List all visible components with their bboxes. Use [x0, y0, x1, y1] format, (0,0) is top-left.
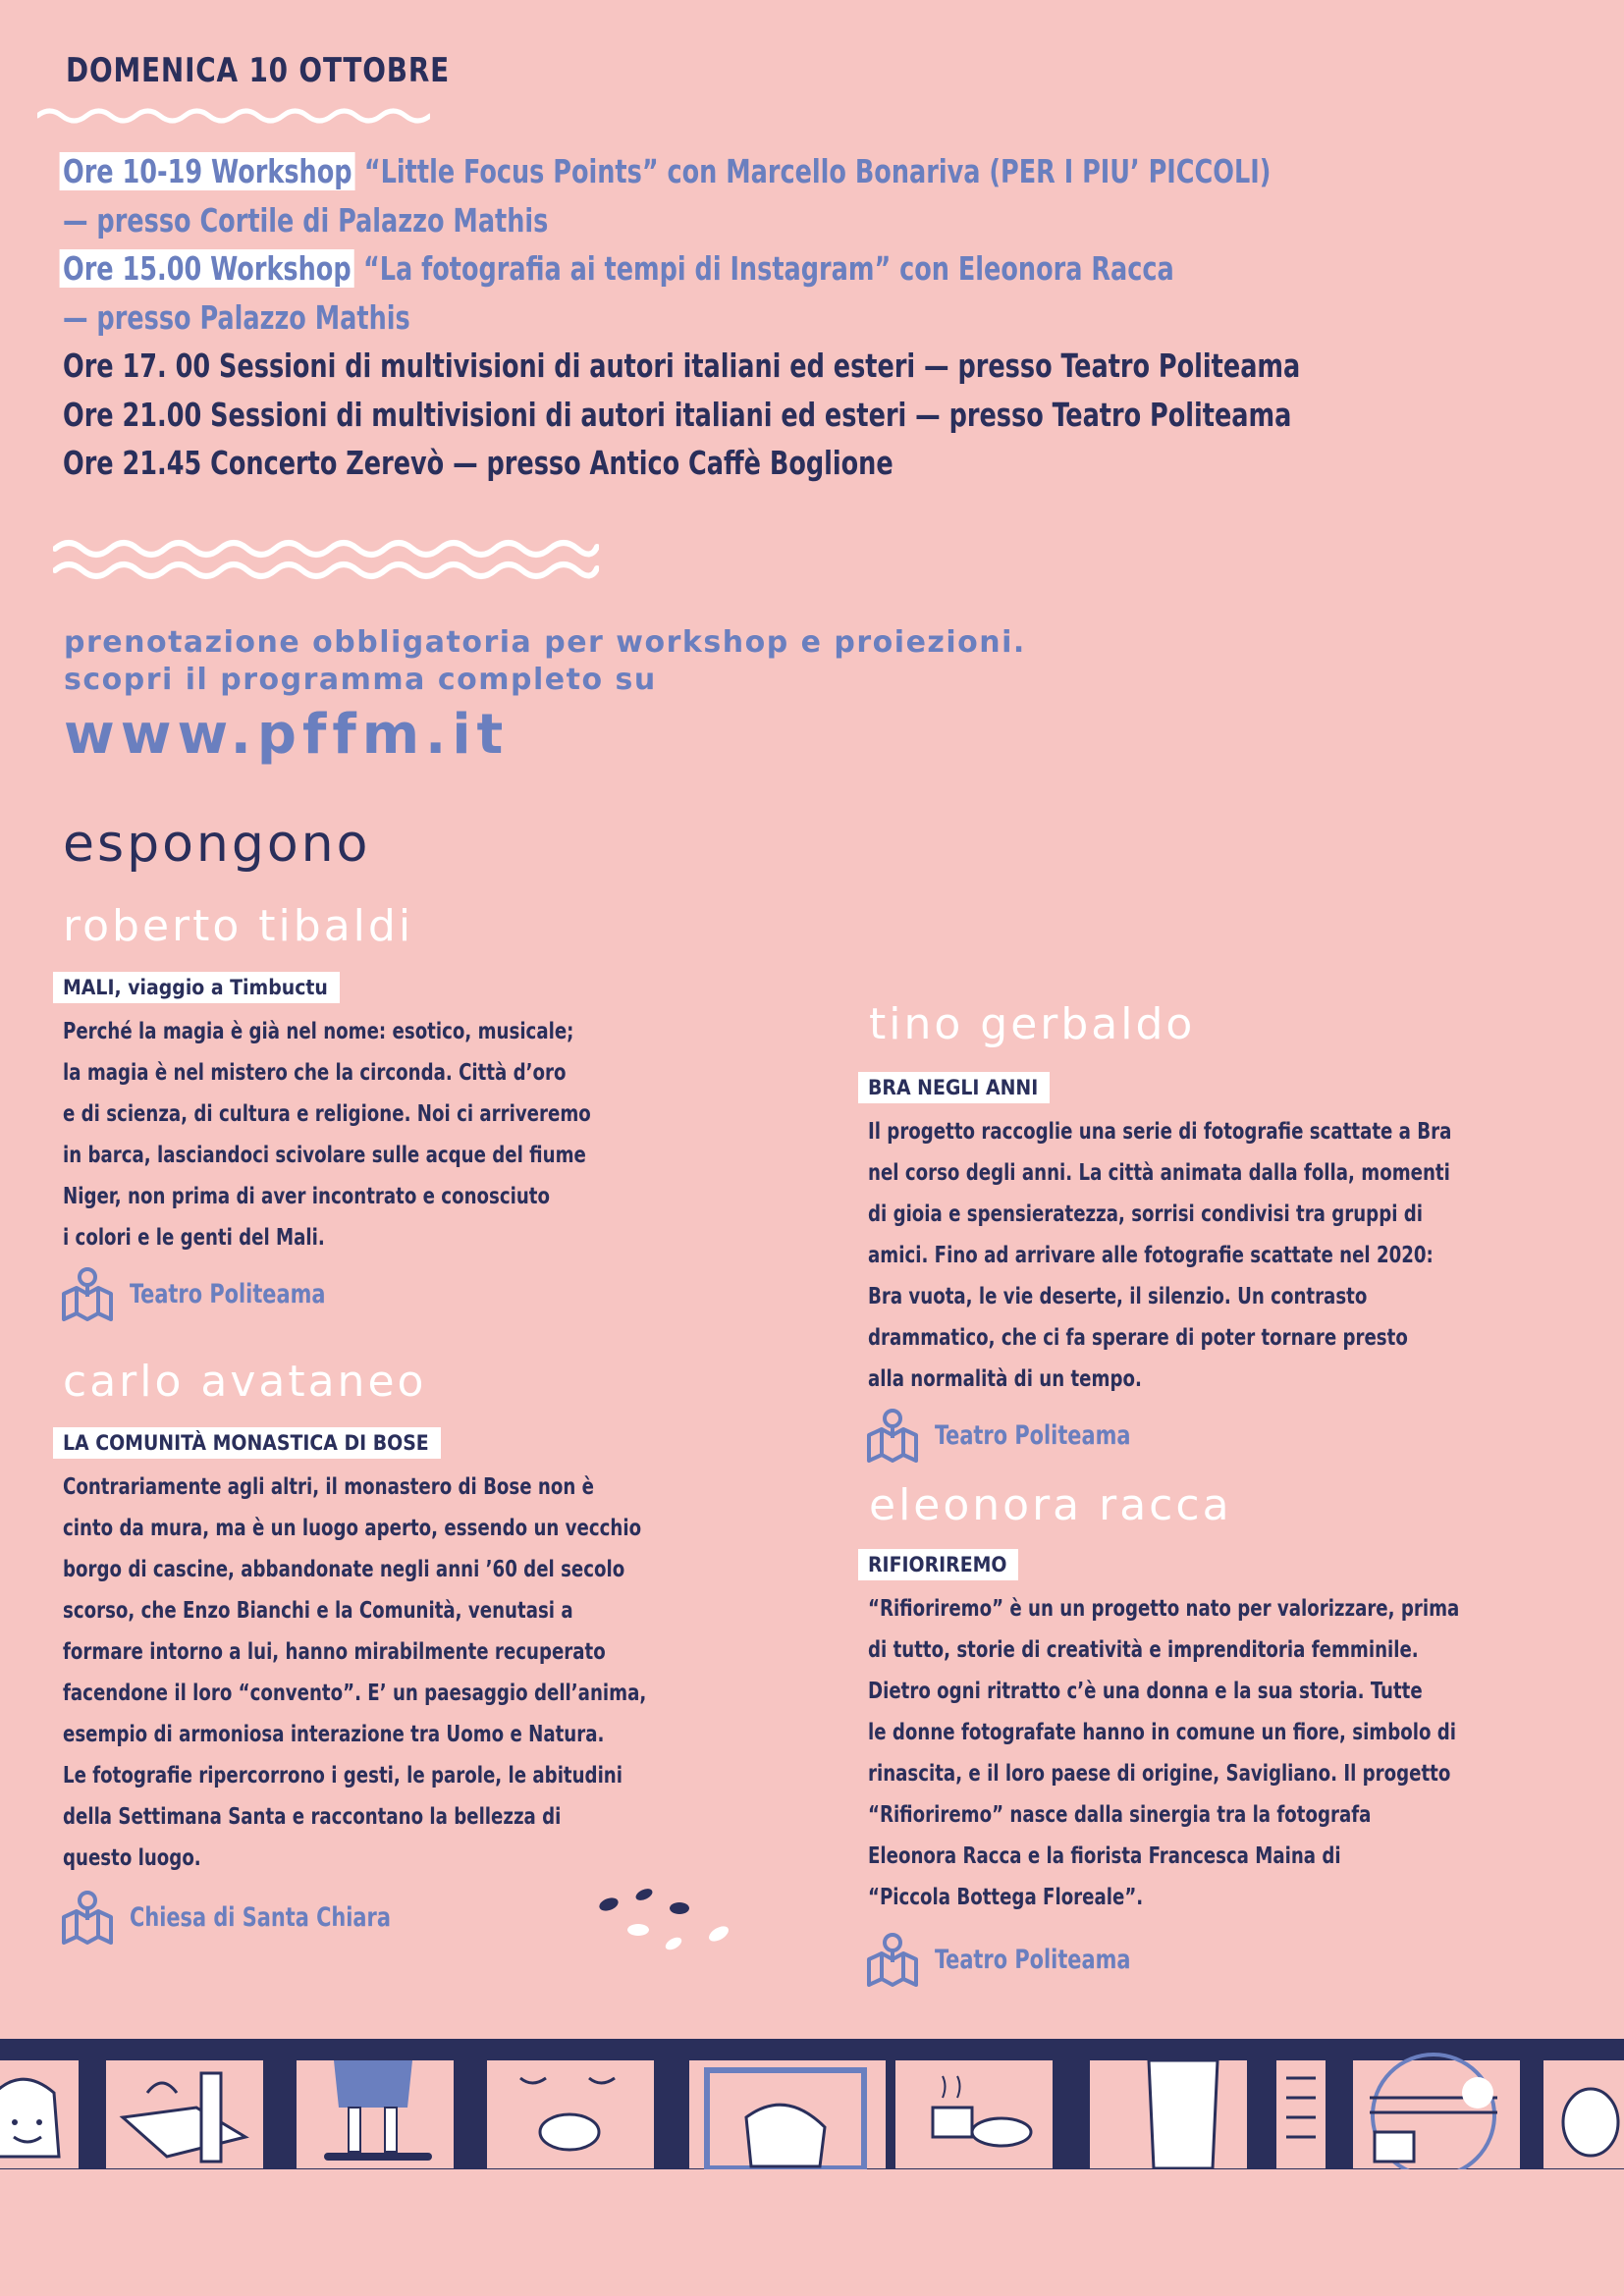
artist-name: tino gerbaldo	[869, 999, 1196, 1049]
map-pin-icon	[866, 1408, 919, 1463]
schedule-line: Ore 17. 00 Sessioni di multivisioni di autori italiani ed esteri — presso Teatro Politeama	[63, 347, 1301, 385]
venue-label: Teatro Politeama	[935, 1944, 1131, 1975]
schedule	[63, 147, 1575, 488]
venue	[866, 1408, 1163, 1463]
venue-label: Chiesa di Santa Chiara	[130, 1901, 391, 1933]
venue	[61, 1266, 357, 1321]
map-pin-icon	[61, 1266, 114, 1321]
project-title-box	[858, 1549, 1018, 1580]
illustration-frames	[0, 2039, 1624, 2169]
section-title: espongono	[63, 815, 371, 874]
project-title: LA COMUNITÀ MONASTICA DI BOSE	[53, 1427, 441, 1459]
wave-divider-middle	[53, 537, 599, 582]
map-pin-icon	[866, 1932, 919, 1987]
map-pin-icon	[61, 1890, 114, 1945]
project-description: Perché la magia è già nel nome: esotico, musicale; la magia è nel mistero che la circonda. Città d’oro e di scienza, di cultura e religione. Noi ci arriveremo in barca, lasciandoci scivolare sulle acque del fiume Niger, non prima di aver incontrato e conosciuto i colori e le genti del Mali.	[63, 1017, 591, 1251]
artist-name: roberto tibaldi	[63, 901, 414, 951]
day-title: DOMENICA 10 OTTOBRE	[66, 51, 451, 90]
wave-divider-top	[37, 106, 430, 126]
schedule-line: Ore 15.00 Workshop “La fotografia ai tempi di Instagram” con Eleonora Racca	[63, 244, 1363, 294]
venue-label: Teatro Politeama	[130, 1278, 326, 1309]
schedule-line: Ore 10-19 Workshop “Little Focus Points” con Marcello Bonariva (PER I PIU’ PICCOLI)	[63, 147, 1363, 196]
artist-name: eleonora racca	[869, 1480, 1232, 1530]
project-description: “Rifioriremo” è un un progetto nato per valorizzare, prima di tutto, storie di creatività e imprenditoria femminile. Dietro ogni ritratto c’è una donna e la sua storia. Tutte le donne fotografate hanno in comune un fiore, simbolo di rinascita, e il loro paese di origine, Savigliano. Il progetto “Rifioriremo” nasce dalla sinergia tra la fotografa Eleonora Racca e la fiorista Francesca Maina di “Piccola Bottega Floreale”.	[868, 1594, 1460, 1910]
booking-line-1: prenotazione obbligatoria per workshop e proiezioni.	[64, 625, 1026, 660]
schedule-line: — presso Cortile di Palazzo Mathis	[63, 200, 549, 240]
booking-note	[64, 624, 1026, 699]
website-link[interactable]: www.pffm.it	[64, 703, 510, 767]
project-title: MALI, viaggio a Timbuctu	[53, 972, 340, 1003]
venue-label: Teatro Politeama	[935, 1419, 1131, 1451]
artist-name: carlo avataneo	[63, 1357, 427, 1407]
project-description: Contrariamente agli altri, il monastero di Bose non è cinto da mura, ma è un luogo aperto, essendo un vecchio borgo di cascine, abbandonate negli anni ’60 del secolo scorso, che Enzo Bianchi e la Comunità, venutasi a formare intorno a lui, hanno mirabilmente recuperato facendone il loro “convento”. E’ un paesaggio dell’anima, esempio di armoniosa interazione tra Uomo e Natura. Le fotografie ripercorrono i gesti, le parole, le abitudini della Settimana Santa e raccontano la bellezza di questo luogo.	[63, 1472, 647, 1871]
project-title-box	[858, 1072, 1050, 1103]
booking-line-2: scopri il programma completo su	[64, 663, 657, 697]
schedule-line: Ore 21.45 Concerto Zerevò — presso Antico Caffè Boglione	[63, 444, 893, 482]
venue	[866, 1932, 1163, 1987]
project-description: Il progetto raccoglie una serie di fotografie scattate a Bra nel corso degli anni. La città animata dalla folla, momenti di gioia e spensieratezza, sorrisi condivisi tra gruppi di amici. Fino ad arrivare alle fotografie scattate nel 2020: Bra vuota, le vie deserte, il silenzio. Un contrasto drammatico, che ci fa sperare di poter tornare presto alla normalità di un tempo.	[868, 1117, 1452, 1392]
schedule-time-highlight: Ore 10-19 Workshop	[60, 152, 355, 190]
schedule-line: — presso Palazzo Mathis	[63, 297, 410, 337]
squiggle-decoration	[589, 1875, 736, 1953]
project-title-box	[53, 972, 340, 1003]
venue	[61, 1890, 433, 1945]
schedule-line: Ore 21.00 Sessioni di multivisioni di autori italiani ed esteri — presso Teatro Politeama	[63, 395, 1292, 434]
illustration-strip	[0, 2039, 1624, 2169]
project-title-box	[53, 1427, 441, 1459]
project-title: BRA NEGLI ANNI	[858, 1072, 1050, 1103]
schedule-time-highlight: Ore 15.00 Workshop	[60, 249, 355, 288]
project-title: RIFIORIREMO	[858, 1549, 1018, 1580]
